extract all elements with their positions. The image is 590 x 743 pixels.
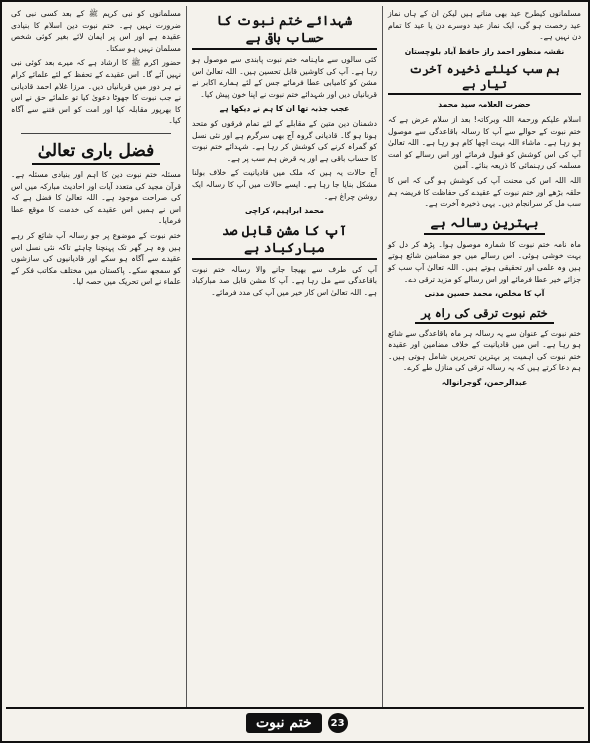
heading-shuhada: شہدائے ختم نبوت کا حساب باقی ہے — [192, 13, 377, 50]
credit-line: نقشہ منظور احمد راز حافظ آباد بلوچستان — [404, 46, 565, 56]
heading-fazl: فضل باری تعالیٰ — [11, 140, 181, 165]
signature: عبدالرحمن، گوجرانوالہ — [441, 378, 528, 388]
letter-body: مسلمانوں کو نبی کریم ﷺ کے بعد کسی نبی کی ضرورت نہیں ہے۔ ختم نبوت دین اسلام کا بنیادی عقیدہ ہے اور اس پر ایمان لائے بغیر کوئی شخص مسلمان نہیں ہو سکتا۔ — [11, 9, 181, 53]
heading-taraqqi: ختم نبوت ترقی کی راہ پر — [388, 306, 581, 324]
magazine-name: ختم نبوت — [246, 713, 322, 733]
heading-behtreen: بہترین رسالہ ہے — [388, 215, 581, 235]
letter-body: دشمنان دین متین کے مقابلے کے لئے تمام فرقوں کو متحد ہونا ہو گا۔ قادیانی گروہ آج بھی سرگرم ہے اور نئی نسل کو گمراہ کرنے کی کوشش کر رہا ہے۔ شہدائے ختم نبوت کا حساب باقی ہے اور یہ قرض ہم سب پر ہے۔ — [192, 118, 377, 163]
letter-body: مسئلہ ختم نبوت دین کا اہم اور بنیادی مسئلہ ہے۔ قرآن مجید کی متعدد آیات اور احادیث مبارکہ میں اس کی صراحت موجود ہے۔ اللہ تعالیٰ کا فضل ہے کہ اس نے ہمیں اس عقیدے کی خدمت کا موقع عطا فرمایا۔ — [11, 169, 181, 226]
byline: حضرت العلامہ سید محمد — [438, 100, 531, 110]
letter-body: ختم نبوت کے عنوان سے یہ رسالہ ہر ماہ باقاعدگی سے شائع ہو رہا ہے۔ اس میں قادیانیت کے خلاف مضامین اور عقیدہ ختم نبوت کی اہمیت پر بہترین تحریریں شامل ہوتی ہیں۔ ہم دعا کرتے ہیں کہ یہ رسالہ ترقی کی منازل طے کرے۔ — [388, 328, 581, 373]
letter-body: اللہ اللہ اس کی محنت آپ کی کوشش ہو گی کہ اس کا حلقہ بڑھے اور ختم نبوت کے عقیدے کی حفاظت کا فریضہ ہم سب مل کر سرانجام دیں۔ یہی ذخیرہ آخرت ہے۔ — [388, 175, 581, 209]
signature: آپ کا مخلص، محمد حسین مدنی — [424, 289, 545, 299]
middle-column — [187, 6, 383, 709]
left-column — [6, 6, 187, 709]
letter-body: اسلام علیکم ورحمۃ اللہ وبرکاتہ! بعد از سلام عرض ہے کہ ختم نبوت کے حوالے سے آپ کا رسالہ باقاعدگی سے موصول ہو رہا ہے۔ ماشاء اللہ بہت اچھا کام ہو رہا ہے۔ اللہ تعالیٰ آپ کی اس کوشش کو قبول فرمائے اور اس رسالے کو امت مسلمہ کی رہنمائی کا ذریعہ بنائے۔ آمین — [388, 114, 581, 171]
letter-body: آپ کی طرف سے بھیجا جانے والا رسالہ ختم نبوت باقاعدگی سے مل رہا ہے۔ آپ کا مشن قابل صد مبارکباد ہے۔ اللہ تعالیٰ اس کار خیر میں آپ کی مدد فرمائے۔ — [192, 264, 377, 297]
heading-zakhira: ہم سب کیلئے ذخیرہ آخرت تیار ہے — [388, 62, 581, 95]
heading-mubarakbad: آپ کا مشن قابل صد مبارکباد ہے — [192, 223, 377, 260]
right-column — [383, 6, 586, 709]
page-footer — [6, 707, 584, 737]
page-number: 23 — [328, 713, 348, 733]
article-columns — [6, 6, 586, 709]
divider — [21, 133, 171, 134]
letter-body: کئی سالوں سے ماہنامہ ختم نبوت پابندی سے موصول ہو رہا ہے۔ آپ کی کاوشیں قابل تحسین ہیں۔ اللہ تعالیٰ اس مشن کو کامیابی عطا فرمائے جس کے لئے ہمارے اکابر نے قربانیاں دیں اور شہدائے ختم نبوت نے اپنا خون پیش کیا۔ — [192, 55, 377, 99]
verse: عجب جذبہ تھا ان کا ہم نے دیکھا ہے — [219, 104, 350, 114]
intro-paragraph: مسلمانوں کیطرح عید بھی مناتے ہیں لیکن ان کے ہاں نماز عید رخصت ہو گی، ایک نماز عید دوسرے دن یا عید کا تمام دن نہیں ہے۔ — [388, 9, 581, 42]
letter-body: ماہ نامہ ختم نبوت کا شمارہ موصول ہوا۔ پڑھ کر دل کو بہت خوشی ہوئی۔ اس رسالے میں جو مضامین شائع ہوتے ہیں وہ علمی اور تحقیقی ہوتے ہیں۔ اللہ تعالیٰ آپ سب کو جزائے خیر عطا فرمائے اور اس رسالے کو مزید ترقی دے۔ — [388, 239, 581, 284]
magazine-logo — [246, 713, 348, 733]
letter-body: حضور اکرم ﷺ کا ارشاد ہے کہ میرے بعد کوئی نبی نہیں آئے گا۔ اس عقیدے کے تحفظ کے لئے علمائے کرام نے ہر دور میں قربانیاں دیں۔ مرزا غلام احمد قادیانی نے جب نبوت کا جھوٹا دعویٰ کیا تو علمائے حق نے اس کا بھرپور مقابلہ کیا اور امت کو اس فتنے سے آگاہ کیا۔ — [11, 58, 181, 126]
signature: محمد ابراہیم، کراچی — [244, 206, 324, 216]
letter-body: آج حالات یہ ہیں کہ ملک میں قادیانیت کے خلاف بولنا مشکل بنایا جا رہا ہے۔ ایسے حالات میں آپ کا رسالہ ایک روشن چراغ ہے۔ — [192, 168, 377, 201]
letter-body: ختم نبوت کے موضوع پر جو رسالہ آپ شائع کر رہے ہیں وہ ہر گھر تک پہنچنا چاہئے تاکہ نئی نسل اس عقیدے سے آگاہ ہو سکے اور قادیانیوں کی سازشوں کو سمجھ سکے۔ پاکستان میں مختلف مکاتب فکر کے علماء نے اس تحریک میں حصہ لیا۔ — [11, 230, 181, 287]
